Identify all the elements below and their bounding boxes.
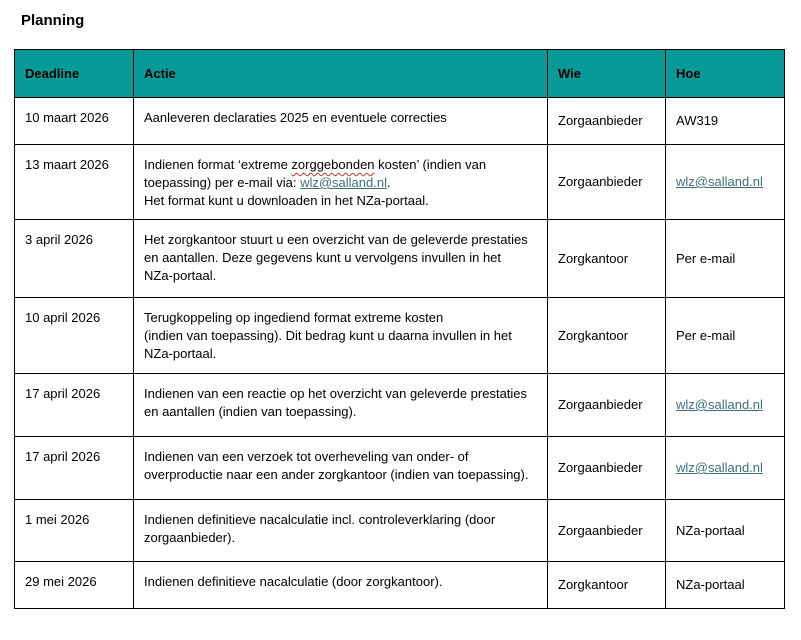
actie-cell: Aanleveren declaraties 2025 en eventuele correcties	[134, 98, 548, 145]
wie-cell: Zorgaanbieder	[548, 500, 666, 562]
deadline-cell: 10 maart 2026	[15, 98, 134, 145]
hoe-cell: Per e-mail	[666, 220, 785, 298]
hoe-cell: AW319	[666, 98, 785, 145]
planning-table	[14, 49, 785, 609]
deadline-cell: 13 maart 2026	[15, 145, 134, 220]
hoe-cell: NZa-portaal	[666, 500, 785, 562]
hoe-cell	[666, 374, 785, 437]
column-header-actie: Actie	[134, 50, 548, 98]
table-row	[15, 298, 785, 374]
hoe-cell	[666, 145, 785, 220]
table-row	[15, 500, 785, 562]
deadline-cell: 10 april 2026	[15, 298, 134, 374]
document-page	[0, 12, 801, 609]
wie-cell: Zorgkantoor	[548, 298, 666, 374]
column-header-hoe: Hoe	[666, 50, 785, 98]
wie-cell: Zorgkantoor	[548, 562, 666, 609]
actie-cell: Indienen van een verzoek tot overheveling van onder- of overproductie naar een ander zorgkantoor (indien van toepassing).	[134, 437, 548, 500]
table-row	[15, 374, 785, 437]
table-row	[15, 220, 785, 298]
wie-cell: Zorgaanbieder	[548, 437, 666, 500]
deadline-cell: 29 mei 2026	[15, 562, 134, 609]
column-header-deadline: Deadline	[15, 50, 134, 98]
table-row	[15, 437, 785, 500]
wie-cell: Zorgaanbieder	[548, 145, 666, 220]
actie-cell: Terugkoppeling op ingediend format extreme kosten (indien van toepassing). Dit bedrag kunt u daarna invullen in het NZa-portaal.	[134, 298, 548, 374]
wie-cell: Zorgaanbieder	[548, 374, 666, 437]
email-link[interactable]: wlz@salland.nl	[300, 175, 387, 190]
wie-cell: Zorgkantoor	[548, 220, 666, 298]
email-link[interactable]: wlz@salland.nl	[676, 174, 763, 189]
email-link[interactable]: wlz@salland.nl	[676, 397, 763, 412]
table-header-row	[15, 50, 785, 98]
table-row	[15, 562, 785, 609]
hoe-cell: Per e-mail	[666, 298, 785, 374]
deadline-cell: 1 mei 2026	[15, 500, 134, 562]
page-title: Planning	[21, 12, 85, 29]
table-body	[15, 98, 785, 609]
deadline-cell: 17 april 2026	[15, 374, 134, 437]
actie-cell: Indienen definitieve nacalculatie (door zorgkantoor).	[134, 562, 548, 609]
table-row	[15, 145, 785, 220]
table-row	[15, 98, 785, 145]
misspelled-word: zorggebonden	[291, 157, 375, 172]
actie-cell: Indienen format ‘extreme zorggebonden kosten’ (indien van toepassing) per e-mail via: wlz@salland.nl. Het format kunt u downloaden in het NZa-portaal.	[134, 145, 548, 220]
email-link[interactable]: wlz@salland.nl	[676, 460, 763, 475]
actie-cell: Indienen definitieve nacalculatie incl. controleverklaring (door zorgaanbieder).	[134, 500, 548, 562]
wie-cell: Zorgaanbieder	[548, 98, 666, 145]
deadline-cell: 17 april 2026	[15, 437, 134, 500]
deadline-cell: 3 april 2026	[15, 220, 134, 298]
actie-cell: Indienen van een reactie op het overzicht van geleverde prestaties en aantallen (indien van toepassing).	[134, 374, 548, 437]
hoe-cell: NZa-portaal	[666, 562, 785, 609]
actie-cell: Het zorgkantoor stuurt u een overzicht van de geleverde prestaties en aantallen. Deze gegevens kunt u vervolgens invullen in het NZa-portaal.	[134, 220, 548, 298]
hoe-cell	[666, 437, 785, 500]
column-header-wie: Wie	[548, 50, 666, 98]
